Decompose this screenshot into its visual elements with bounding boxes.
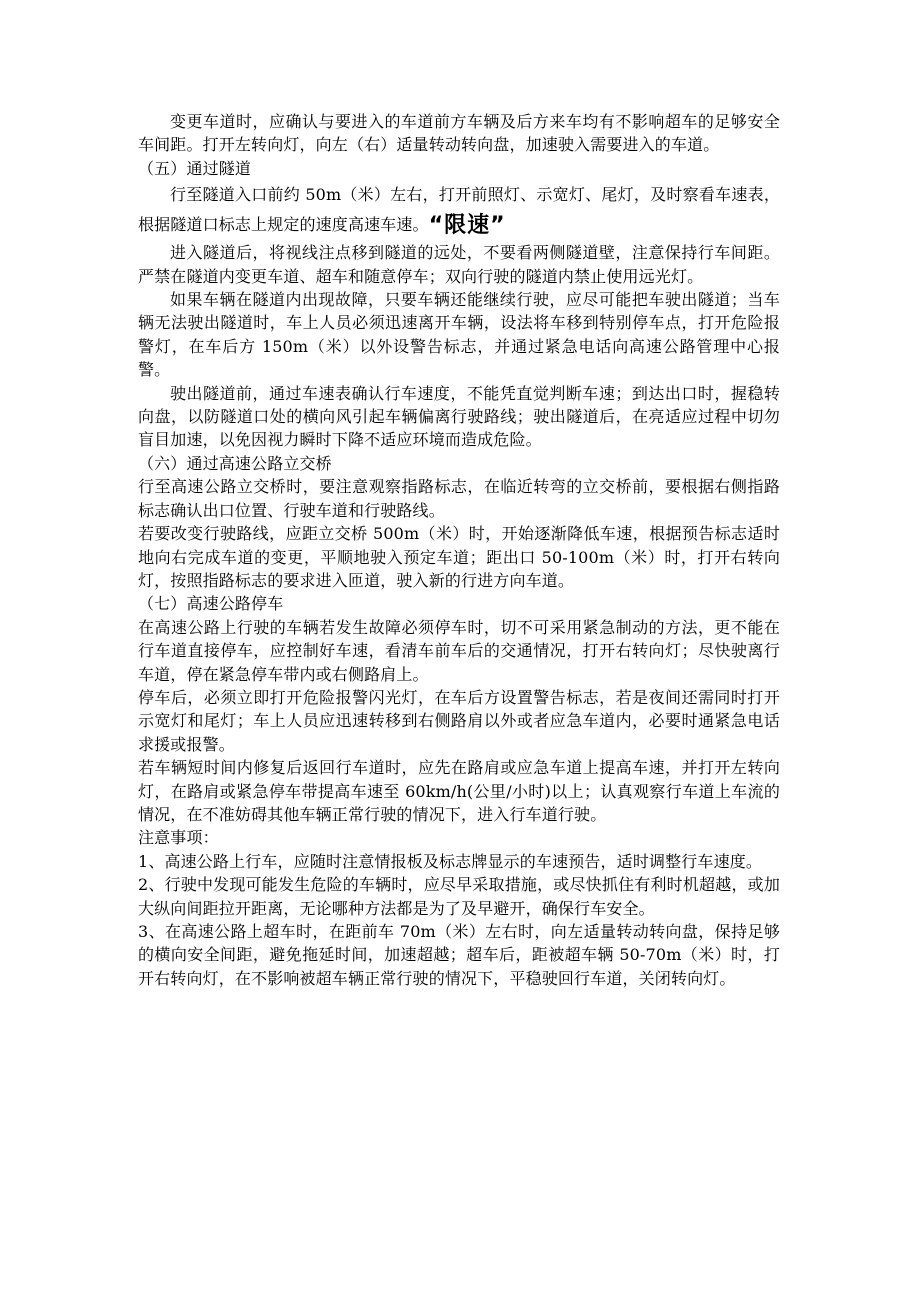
paragraph-tunnel-breakdown: 如果车辆在隧道内出现故障，只要车辆还能继续行驶，应尽可能把车驶出隧道；当车辆无法驶出隧道时，车上人员必须迅速离开车辆，设法将车移到特别停车点，打开危险报警灯，在车后方 150m（米）以外设警告标志，并通过紧急电话向高速公路管理中心报警。 [138,290,780,380]
notes-heading: 注意事项： [138,828,219,848]
paragraph-route-change: 若要改变行驶路线，应距立交桥 500m（米）时，开始逐渐降低车速，根据预告标志适时地向右完成车道的变更，平顺地驶入预定车道；距出口 50-100m（米）时，打开右转向灯，按照指路标志的要求进入匝道，驶入新的行进方向车道。 [138,524,780,590]
note-item-1: 1、高速公路上行车，应随时注意情报板及标志牌显示的车速预告，适时调整行车速度。 [138,851,763,871]
note-item-3: 3、在高速公路上超车时，在距前车 70m（米）左右时，向左适量转动转向盘，保持足够的横向安全间距，避免拖延时间，加速超越；超车后，距被超车辆 50-70m（米）时，打开右转向灯，在不影响被超车辆正常行驶的情况下，平稳驶回行车道，关闭转向灯。 [138,922,780,988]
section-heading-interchange: （六）通过高速公路立交桥 [138,453,332,473]
speed-limit-label: “限速” [428,213,506,239]
paragraph-interchange-approach: 行至高速公路立交桥时，要注意观察指路标志，在临近转弯的立交桥前，要根据右侧指路标志确认出口位置、行驶车道和行驶路线。 [138,477,780,520]
section-heading-tunnel: （五）通过隧道 [138,158,252,178]
paragraph-return-to-lane: 若车辆短时间内修复后返回行车道时，应先在路肩或应急车道上提高车速，并打开左转向灯，在路肩或紧急停车带提高车速至 60km/h(公里/小时)以上；认真观察行车道上车流的情况，在不准妨碍其他车辆正常行驶的情况下，进入行车道行驶。 [138,758,780,824]
paragraph-tunnel-exit: 驶出隧道前，通过车速表确认行车速度，不能凭直觉判断车速；到达出口时，握稳转向盘，以防隧道口处的横向风引起车辆偏离行驶路线；驶出隧道后，在亮适应过程中切勿盲目加速，以免因视力瞬时下降不适应环境而造成危险。 [138,383,780,450]
tunnel-entry-text: 行至隧道入口前约 50m（米）左右，打开前照灯、示宽灯、尾灯，及时察看车速表，根据隧道口标志上规定的速度高速车速。 [138,185,780,235]
document-body [138,110,780,990]
paragraph-breakdown-stop: 在高速公路上行驶的车辆若发生故障必须停车时，切不可采用紧急制动的方法，更不能在行车道直接停车，应控制好车速，看清车前车后的交通情况，打开右转向灯；尽快驶离行车道，停在紧急停车带内或右侧路肩上。 [138,617,780,684]
paragraph-lane-change: 变更车道时，应确认与要进入的车道前方车辆及后方来车均有不影响超车的足够安全车间距。打开左转向灯，向左（右）适量转动转向盘，加速驶入需要进入的车道。 [138,112,780,155]
note-item-2: 2、行驶中发现可能发生危险的车辆时，应尽早采取措施，或尽快抓住有利时机超越，或加大纵向间距拉开距离，无论哪种方法都是为了及早避开，确保行车安全。 [138,875,780,918]
paragraph-after-stop: 停车后，必须立即打开危险报警闪光灯，在车后方设置警告标志，若是夜间还需同时打开示宽灯和尾灯；车上人员应迅速转移到右侧路肩以外或者应急车道内，必要时通紧急电话求援或报警。 [138,687,780,754]
paragraph-in-tunnel: 进入隧道后，将视线注点移到隧道的远处，不要看两侧隧道壁，注意保持行车间距。严禁在隧道内变更车道、超车和随意停车；双向行驶的隧道内禁止使用远光灯。 [138,243,780,286]
paragraph-tunnel-entry [138,180,780,241]
section-heading-stopping: （七）高速公路停车 [138,594,284,614]
